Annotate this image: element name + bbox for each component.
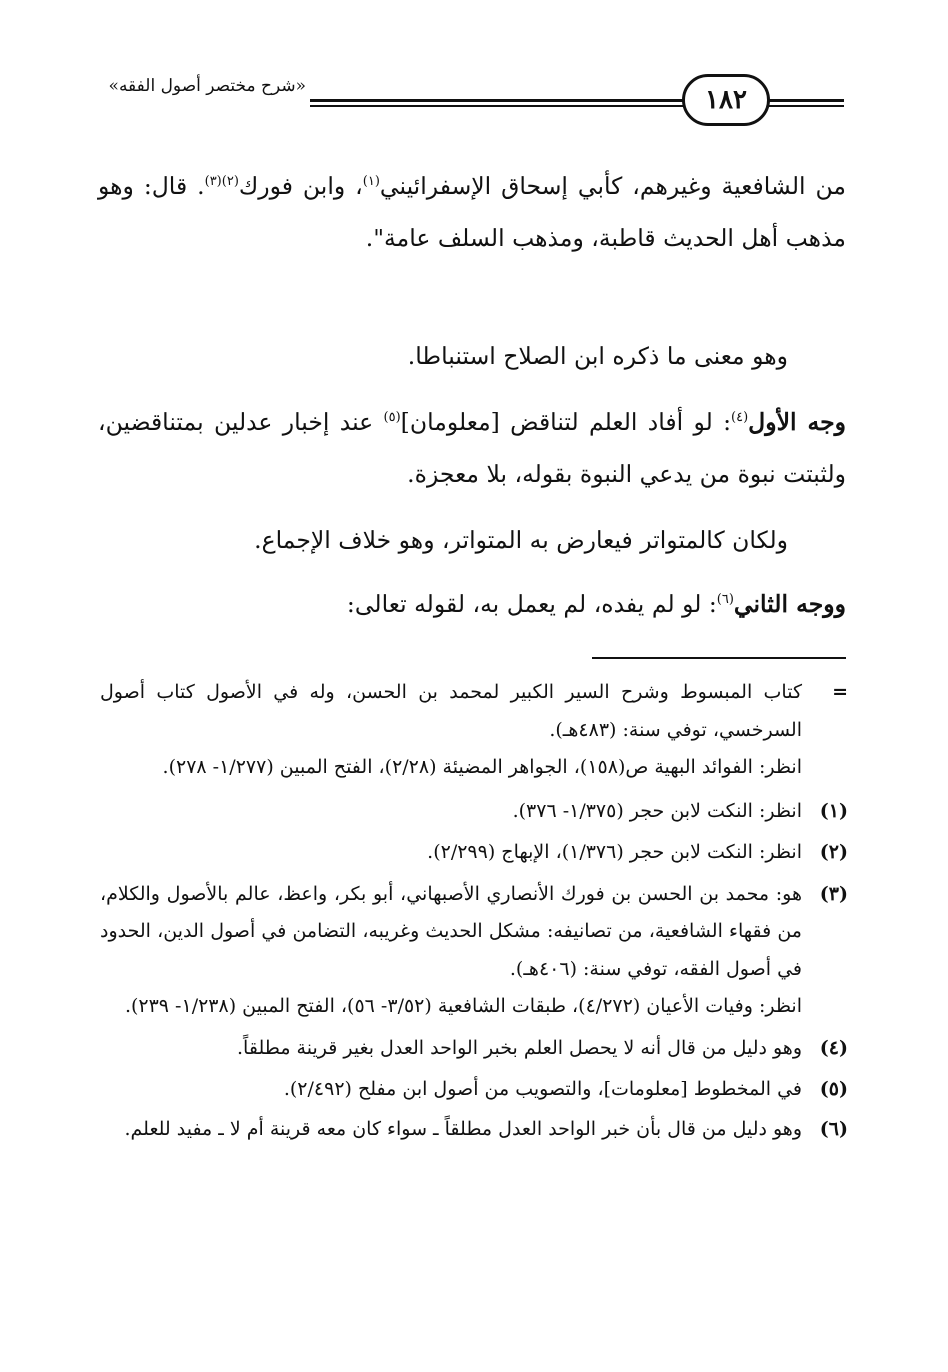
footnote: [100, 793, 848, 831]
paragraph: وهو معنى ما ذكره ابن الصلاح استنباطا.: [407, 342, 788, 370]
footnote: [100, 1030, 848, 1068]
page-number: ١٨٢: [705, 85, 747, 115]
footnote: [100, 1071, 848, 1109]
main-text: [98, 330, 846, 382]
paragraph: ولكان كالمتواتر فيعارض به المتواتر، وهو خلاف الإجماع.: [254, 526, 788, 554]
footnote: [100, 674, 848, 787]
footnote-number: (٣): [819, 882, 848, 905]
main-text: [98, 160, 846, 264]
footnote-number: (٦): [819, 1117, 848, 1140]
paragraph: من الشافعية وغيرهم، كأبي إسحاق الإسفرائيني$^{(١)}$، وابن فورك$^{(٢)(٣)}$. قال: وهو مذهب أهل الحديث قاطبة، ومذهب السلف عامة".: [98, 172, 846, 252]
footnote-ref: (٤): [731, 410, 749, 426]
footnote-text: انظر: الفوائد البهية ص(١٥٨)، الجواهر المضيئة (٢/٢٨)، الفتح المبين (١/٢٧٧- ٢٧٨).: [162, 756, 802, 778]
footnote-ref: (١): [362, 174, 380, 190]
footnote-number: (٤): [819, 1036, 848, 1059]
paragraph: وجه الأول$^{(٤)}$: لو أفاد العلم لتناقض [معلومان]$^{(٥)}$ عند إخبار عدلين بمتناقضين، ولثبتت نبوة من يدعي النبوة بقوله، بلا معجزة.: [98, 408, 846, 488]
footnote: [100, 876, 848, 1026]
footnote-number: (١): [819, 799, 848, 822]
section-heading: وجه الأول: [748, 408, 846, 436]
footnote-number: =: [832, 681, 848, 703]
main-text: [98, 396, 846, 500]
footnote-separator: [592, 657, 846, 659]
main-text: [98, 578, 846, 630]
section-heading: ووجه الثاني: [733, 590, 846, 618]
footnote-text: وهو دليل من قال أنه لا يحصل العلم بخبر الواحد العدل بغير قرينة مطلقاً.: [237, 1036, 802, 1059]
running-header-title: «شرح مختصر أصول الفقه»: [108, 76, 306, 96]
footnote-text: هو: محمد بن الحسن بن فورك الأنصاري الأصبهاني، أبو بكر، واعظ، عالم بالأصول والكلام، من فقهاء الشافعية، من تصانيفه: مشكل الحديث وغريبه، التضامن في أصول الدين، الحدود في أصول الفقه، توفي سنة: (٤٠٦هـ).: [100, 882, 802, 980]
header-rule: [310, 105, 690, 107]
footnote-text: وهو دليل من قال بأن خبر الواحد العدل مطلقاً ـ سواء كان معه قرينة أم لا ـ مفيد للعلم.: [124, 1117, 802, 1140]
footnotes: [100, 674, 848, 1148]
footnote-number: (٢): [819, 841, 848, 863]
footnote: [100, 834, 848, 872]
main-text: [98, 514, 846, 566]
footnote-text: انظر: النكت لابن حجر (١/٣٧٥- ٣٧٦).: [512, 799, 802, 822]
footnote-text: في المخطوط [معلومات]، والتصويب من أصول ابن مفلح (٢/٤٩٢).: [283, 1078, 802, 1100]
footnote-text: انظر: النكت لابن حجر (١/٣٧٦)، الإبهاج (٢/٢٩٩).: [427, 841, 802, 863]
footnote-text: انظر: وفيات الأعيان (٤/٢٧٢)، طبقات الشافعية (٣/٥٢- ٥٦)، الفتح المبين (١/٢٣٨- ٢٣٩).: [124, 995, 802, 1017]
paragraph: ووجه الثاني$^{(٦)}$: لو لم يفده، لم يعمل به، لقوله تعالى:: [346, 590, 846, 618]
footnote-ref: (٥): [383, 410, 401, 426]
header-rule: [762, 99, 844, 102]
footnote-text: كتاب المبسوط وشرح السير الكبير لمحمد بن الحسن، وله في الأصول كتاب أصول السرخسي، توفي سنة: (٤٨٣هـ).: [100, 681, 802, 741]
header-rule: [762, 105, 844, 107]
footnote-number: (٥): [819, 1078, 848, 1100]
header-rule: [310, 99, 690, 102]
footnote-ref: (٦): [716, 592, 734, 608]
page-number-badge: [682, 74, 770, 126]
footnote: [100, 1111, 848, 1149]
footnote-ref: (٢)(٣): [204, 174, 239, 190]
